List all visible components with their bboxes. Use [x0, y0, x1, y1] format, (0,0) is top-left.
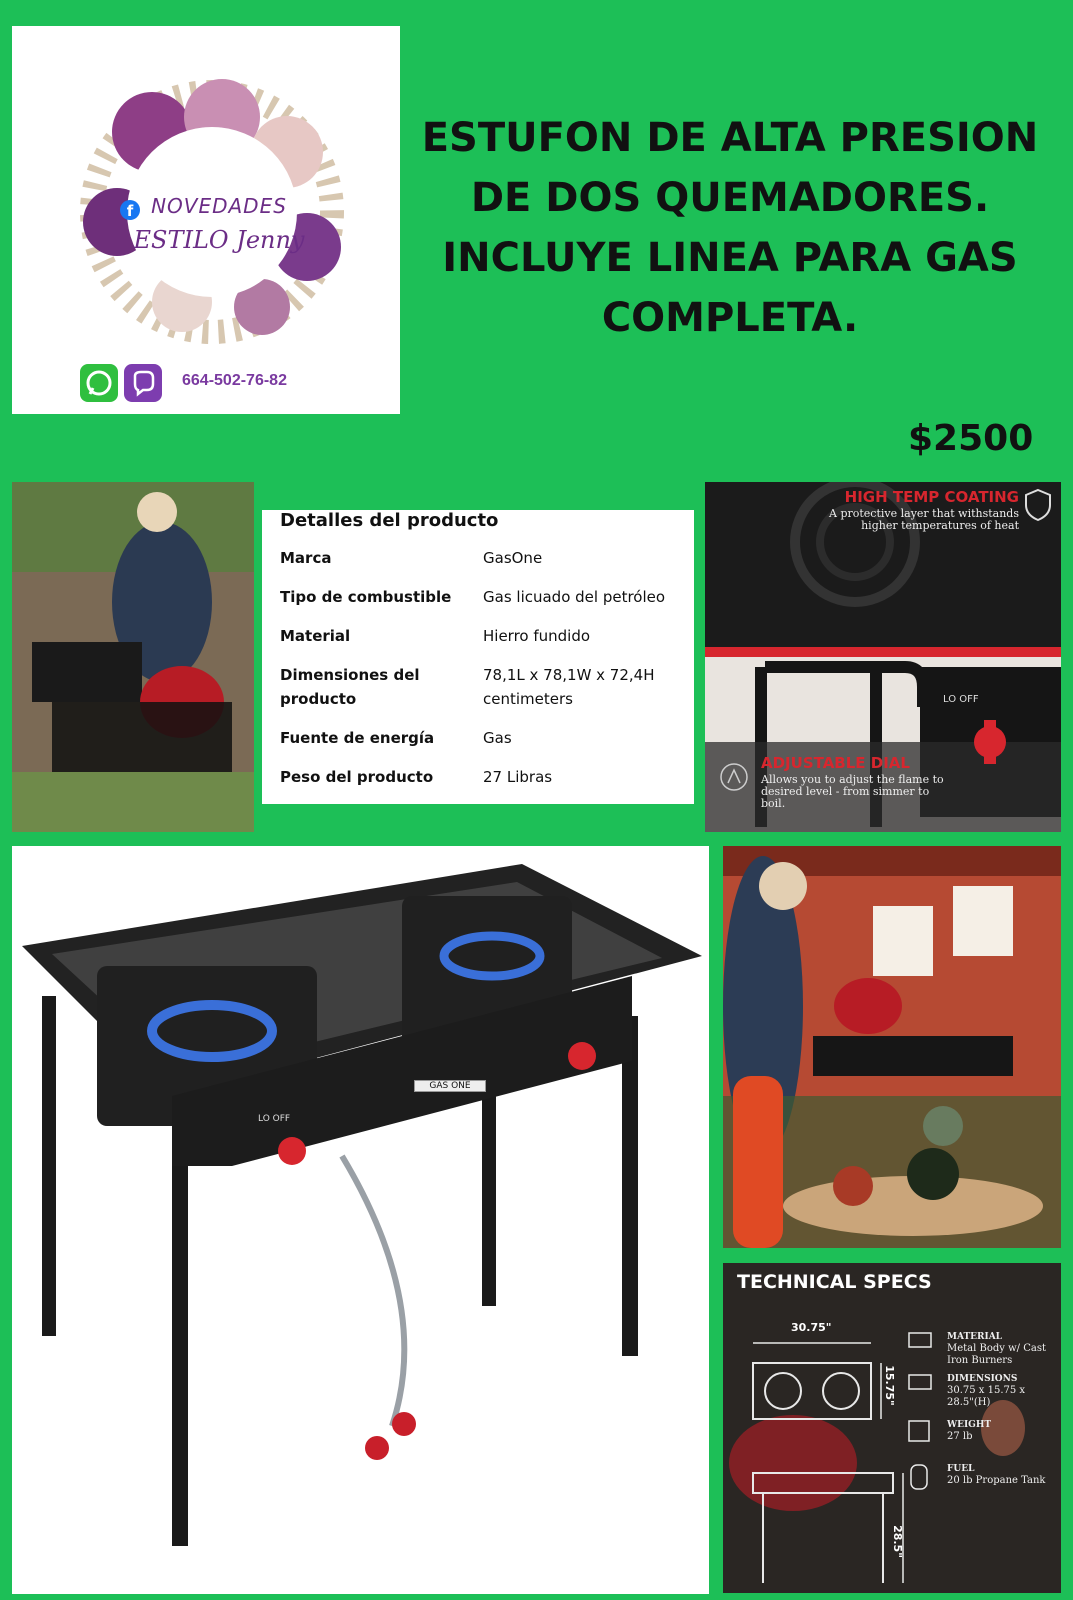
- price: $2500: [908, 418, 1034, 459]
- specs-dimensions-label: DIMENSIONS: [947, 1374, 1018, 1384]
- specs-title: TECHNICAL SPECS: [737, 1271, 932, 1293]
- brand-subname: ESTILO Jenny: [133, 226, 305, 254]
- specs-fuel-value: 20 lb Propane Tank: [947, 1475, 1046, 1486]
- dial-title: ADJUSTABLE DIAL: [761, 754, 910, 772]
- details-label: Peso del producto: [280, 768, 434, 786]
- specs-depth: 15.75": [882, 1365, 896, 1406]
- outdoor-cooking-photo: [12, 482, 254, 832]
- details-value: GasOne: [483, 549, 543, 567]
- specs-material-label: MATERIAL: [947, 1332, 1003, 1342]
- details-label: Dimensiones del producto: [280, 666, 420, 708]
- logo-card: [12, 26, 400, 414]
- headline-line: COMPLETA.: [601, 295, 859, 341]
- specs-height: 28.5": [890, 1525, 904, 1558]
- shield-icon: [1023, 488, 1053, 522]
- details-value: 78,1L x 78,1W x 72,4H centimeters: [483, 666, 655, 708]
- details-value: 27 Libras: [483, 768, 553, 786]
- details-label: Tipo de combustible: [280, 588, 452, 606]
- details-label: Fuente de energía: [280, 729, 435, 747]
- details-value: Gas licuado del petróleo: [483, 588, 666, 606]
- phone-number: 664-502-76-82: [182, 372, 287, 389]
- knob-label: LO OFF: [258, 1114, 291, 1124]
- specs-weight-label: WEIGHT: [947, 1420, 992, 1430]
- dial-text: Allows you to adjust the flame to desired level - from simmer to boil.: [761, 773, 944, 810]
- specs-fuel-label: FUEL: [947, 1464, 975, 1474]
- specs-dimensions-value: 30.75 x 15.75 x 28.5"(H): [947, 1385, 1026, 1408]
- headline-line: ESTUFON DE ALTA PRESION: [421, 115, 1039, 161]
- brand-plate: GAS ONE: [414, 1080, 486, 1092]
- whatsapp-icon: [80, 364, 118, 402]
- specs-weight-value: 27 lb: [947, 1431, 973, 1442]
- dial-icon: [719, 762, 749, 792]
- headline-line: INCLUYE LINEA PARA GAS: [442, 235, 1018, 281]
- details-label: Marca: [280, 549, 332, 567]
- details-value: Hierro fundido: [483, 627, 591, 645]
- details-label: Material: [280, 627, 351, 645]
- coating-title: HIGH TEMP COATING: [844, 488, 1019, 506]
- specs-width: 30.75": [791, 1321, 832, 1334]
- product-details-table: [262, 510, 694, 804]
- specs-material-value: Metal Body w/ Cast Iron Burners: [947, 1343, 1046, 1366]
- main-product-photo: [12, 846, 709, 1594]
- technical-specs-panel: [723, 1263, 1061, 1593]
- outdoor-bbq-photo: [723, 846, 1061, 1248]
- headline-line: DE DOS QUEMADORES.: [470, 175, 990, 221]
- details-value: Gas: [483, 729, 512, 747]
- coating-text: A protective layer that withstands higher temperatures of heat: [829, 507, 1019, 532]
- high-temp-coating-photo: [705, 482, 1061, 832]
- facebook-icon: f: [120, 200, 140, 220]
- knob-label: LO OFF: [943, 694, 979, 705]
- brand-name: NOVEDADES: [151, 194, 287, 218]
- details-title: Detalles del producto: [280, 510, 499, 531]
- viber-icon: [124, 364, 162, 402]
- headline: [405, 108, 1055, 348]
